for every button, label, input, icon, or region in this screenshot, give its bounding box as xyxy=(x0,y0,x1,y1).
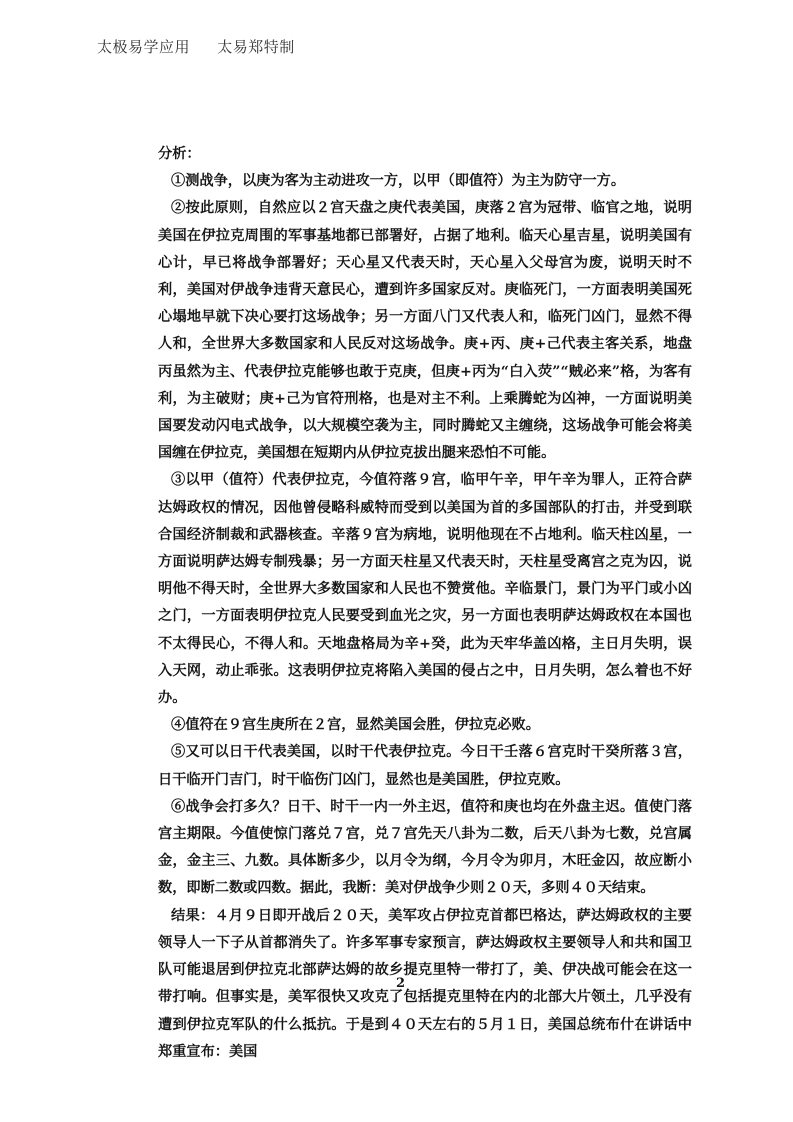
paragraph: 结果：４月９日即开战后２０天，美军攻占伊拉克首都巴格达，萨达姆政权的主要领导人一下子从首都消失了。许多军事专家预言，萨达姆政权主要领导人和共和国卫队可能退居到伊拉克北部萨达姆的故乡提克里特一带打了，美、伊决战可能会在这一带打响。但事实是，美军很快又攻克了包括提克里特在内的北部大片领土，几乎没有遭到伊拉克军队的什么抵抗。于是到４０天左右的５月１日，美国总统布什在讲话中郑重宣布：美国 xyxy=(158,907,692,1060)
paragraph: ①测战争，以庚为客为主动进攻一方，以甲（即值符）为主为防守一方。 xyxy=(171,173,626,190)
body-text xyxy=(158,141,692,1066)
paragraph: ④值符在９宫生庚所在２宫，显然美国会胜，伊拉克必败。 xyxy=(171,717,540,734)
section-heading: 分析： xyxy=(158,146,201,162)
paragraph: ⑥战争会打多久？日干、时干一内一外主迟，值符和庚也均在外盘主迟。值使门落宫主期限。今值使惊门落兑７宫，兑７宫先天八卦为二数，后天八卦为七数，兑宫属金，金主三、九数。具体断多少，以月令为纲，今月令为卯月，木旺金囚，故应断小数，即断二数或四数。据此，我断：美对伊战争少则２０天，多则４０天结束。 xyxy=(158,798,692,897)
page-number: 2 xyxy=(396,976,406,991)
paragraph: ⑤又可以日干代表美国，以时干代表伊拉克。今日干壬落６宫克时干癸所落３宫，日干临开门吉门，时干临伤门凶门，显然也是美国胜，伊拉克败。 xyxy=(158,744,692,788)
page-header xyxy=(97,36,295,57)
header-title-left: 太极易学应用 xyxy=(97,38,191,56)
paragraph: ③以甲（值符）代表伊拉克，今值符落９宫，临甲午辛，甲午辛为罪人，正符合萨达姆政权的情况，因他曾侵略科威特而受到以美国为首的多国部队的打击，并受到联合国经济制裁和武器核查。辛落９宫为病地，说明他现在不占地利。临天柱凶星，一方面说明萨达姆专制残暴；另一方面天柱星又代表天时，天柱星受离宫之克为囚，说明他不得天时，全世界大多数国家和人民也不赞赏他。辛临景门，景门为平门或小凶之门，一方面表明伊拉克人民要受到血光之灾，另一方面也表明萨达姆政权在本国也不太得民心，不得人和。天地盘格局为辛+癸，此为天牢华盖凶格，主日月失明，误入天网，动止乖张。这表明伊拉克将陷入美国的侵占之中，日月失明，怎么着也不好办。 xyxy=(158,472,692,707)
paragraph: ②按此原则，自然应以２宫天盘之庚代表美国，庚落２宫为冠带、临官之地，说明美国在伊拉克周围的军事基地都已部署好，占据了地利。临天心星吉星，说明美国有心计，早已将战争部署好；天心星又代表天时，天心星入父母宫为废，说明天时不利，美国对伊战争违背天意民心，遭到许多国家反对。庚临死门，一方面表明美国死心塌地早就下决心要打这场战争；另一方面八门又代表人和，临死门凶门，显然不得人和，全世界大多数国家和人民反对这场战争。庚+丙、庚+己代表主客关系，地盘丙虽然为主、代表伊拉克能够也敢于克庚，但庚+丙为“白入荧”“贼必来”格，为客有利，为主破财；庚+己为官符刑格，也是对主不利。上乘腾蛇为凶神，一方面说明美国要发动闪电式战争，以大规模空袭为主，同时腾蛇又主缠绕，这场战争可能会将美国缠在伊拉克，美国想在短期内从伊拉克拔出腿来恐怕不可能。 xyxy=(158,200,692,462)
header-title-right: 太易郑特制 xyxy=(217,38,295,56)
